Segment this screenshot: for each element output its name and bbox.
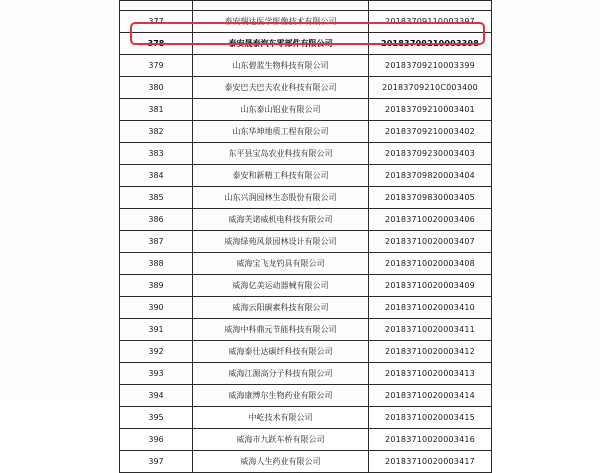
- row-number: 381: [120, 99, 193, 121]
- table-row: [120, 187, 492, 209]
- row-number: 382: [120, 121, 193, 143]
- company-name: 山东兴润园林生态股份有限公司: [193, 187, 369, 209]
- table-row-partial: [120, 1, 492, 11]
- row-number: 379: [120, 55, 193, 77]
- company-name: 中屹技术有限公司: [193, 407, 369, 429]
- row-number: 393: [120, 363, 193, 385]
- company-name: 山东泰山铝业有限公司: [193, 99, 369, 121]
- company-name: 威海宝飞龙钓具有限公司: [193, 253, 369, 275]
- table-cell-empty: [193, 1, 369, 11]
- registration-code: 20183710020003406: [369, 209, 492, 231]
- company-name: 威海泰仕达碳纤科技有限公司: [193, 341, 369, 363]
- table-cell-empty: [369, 1, 492, 11]
- company-name: 泰安瑞达医学影像技术有限公司: [193, 11, 369, 33]
- table-row: [120, 121, 492, 143]
- registration-code: 20183710020003411: [369, 319, 492, 341]
- table-row: [120, 253, 492, 275]
- registration-code: 20183710020003413: [369, 363, 492, 385]
- row-number: 378: [120, 33, 193, 55]
- registration-code: 20183710020003415: [369, 407, 492, 429]
- table-row: [120, 385, 492, 407]
- highlight-box: [130, 22, 485, 45]
- company-name: 威海云阳碳素科技有限公司: [193, 297, 369, 319]
- row-number: 391: [120, 319, 193, 341]
- registration-code: 20183710020003408: [369, 253, 492, 275]
- row-number: 396: [120, 429, 193, 451]
- table-row: [120, 451, 492, 473]
- row-number: 392: [120, 341, 193, 363]
- table-cell-empty: [120, 1, 193, 11]
- row-number: 389: [120, 275, 193, 297]
- registration-code: 20183709210C003400: [369, 77, 492, 99]
- row-number: 390: [120, 297, 193, 319]
- table-row: [120, 407, 492, 429]
- registration-code: 20183709830003405: [369, 187, 492, 209]
- registration-code: 20183710020003407: [369, 231, 492, 253]
- registration-code: 20183709210003401: [369, 99, 492, 121]
- registration-code: 20183709210003398: [369, 33, 492, 55]
- row-number: 397: [120, 451, 193, 473]
- table-row: [120, 429, 492, 451]
- company-name: 威海绿苑风景园林设计有限公司: [193, 231, 369, 253]
- row-number: 383: [120, 143, 193, 165]
- company-name: 威海康博尔生物药业有限公司: [193, 385, 369, 407]
- table-row: [120, 55, 492, 77]
- table-row: [120, 231, 492, 253]
- registration-code: 20183710020003410: [369, 297, 492, 319]
- company-name: 威海亿美运动器械有限公司: [193, 275, 369, 297]
- registration-code: 20183709210003402: [369, 121, 492, 143]
- company-name: 泰安巴夫巴夫农业科技有限公司: [193, 77, 369, 99]
- row-number: 388: [120, 253, 193, 275]
- company-name: 山东碧蓝生物科技有限公司: [193, 55, 369, 77]
- company-name: 泰安和新精工科技有限公司: [193, 165, 369, 187]
- company-name: 威海人生药业有限公司: [193, 451, 369, 473]
- table-row: [120, 319, 492, 341]
- table-row: [120, 165, 492, 187]
- company-name: 山东华坤地质工程有限公司: [193, 121, 369, 143]
- row-number: 380: [120, 77, 193, 99]
- row-number: 385: [120, 187, 193, 209]
- registration-code: 20183710020003412: [369, 341, 492, 363]
- table-row: [120, 275, 492, 297]
- row-number: 395: [120, 407, 193, 429]
- row-number: 377: [120, 11, 193, 33]
- table-row: [120, 77, 492, 99]
- registration-code: 20183709820003404: [369, 165, 492, 187]
- registration-code: 20183709230003403: [369, 143, 492, 165]
- company-name: 威海市九跃车桥有限公司: [193, 429, 369, 451]
- table-row: [120, 341, 492, 363]
- registration-code: 20183710020003409: [369, 275, 492, 297]
- registration-table: [119, 0, 492, 473]
- registration-code: 20183710020003417: [369, 451, 492, 473]
- row-number: 384: [120, 165, 193, 187]
- row-number: 394: [120, 385, 193, 407]
- row-number: 386: [120, 209, 193, 231]
- table-row: [120, 99, 492, 121]
- company-name: 威海江源高分子科技有限公司: [193, 363, 369, 385]
- registration-code: 20183709210003399: [369, 55, 492, 77]
- company-name: 泰安晟泰汽车零部件有限公司: [193, 33, 369, 55]
- registration-code: 20183710020003416: [369, 429, 492, 451]
- company-name: 威海中科鼎元节能科技有限公司: [193, 319, 369, 341]
- table-row: [120, 143, 492, 165]
- table-row: [120, 209, 492, 231]
- row-number: 387: [120, 231, 193, 253]
- registration-code: 20183709110003397: [369, 11, 492, 33]
- company-name: 威海芙诺威机电科技有限公司: [193, 209, 369, 231]
- table-row: [120, 297, 492, 319]
- registration-code: 20183710020003414: [369, 385, 492, 407]
- table-row: [120, 363, 492, 385]
- company-name: 东平县宝岛农业科技有限公司: [193, 143, 369, 165]
